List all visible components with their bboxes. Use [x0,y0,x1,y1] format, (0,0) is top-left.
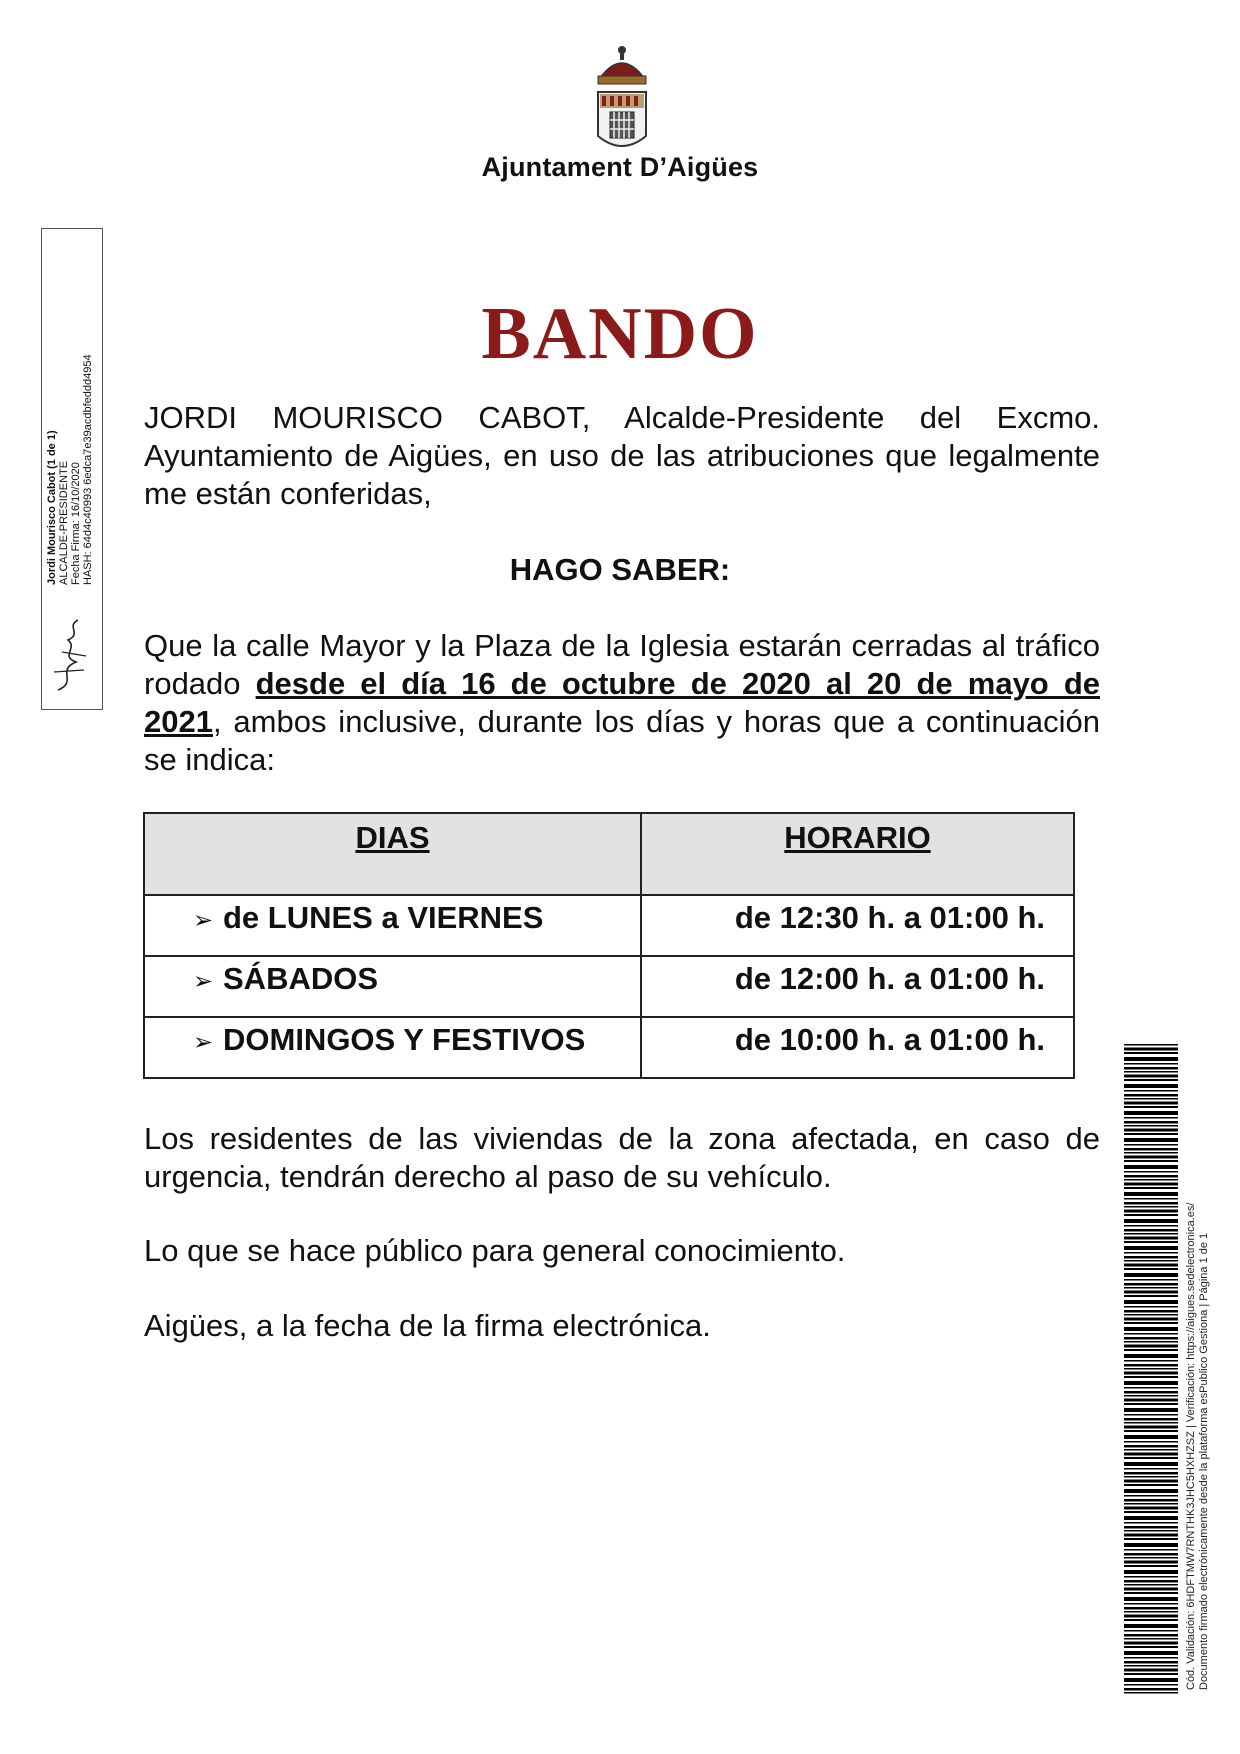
closure-text-start: Que la calle Mayor y la Plaza de la Iglesia estarán cerradas al tráfico rodado [144,628,1100,701]
verification-platform-line: Documento firmado electrónicamente desde la plataforma esPublico Gestiona | Página 1 de 1 [1198,1232,1210,1690]
verification-code-line: Cód. Validación: 6HDFTMW7RNTHK3JHC5HXHZSZ | Verificación: https://aigues.sedelectronica.es/ [1185,1202,1197,1690]
residents-paragraph: Los residentes de las viviendas de la zona afectada, en caso de urgencia, tendrán derecho al paso de su vehículo. [144,1121,1100,1194]
days-label: de LUNES a VIERNES [223,900,544,935]
days-cell [144,956,641,1017]
signature-hash: HASH: 64d4c40993 6edca7e39acdbfeddd4954 [82,354,94,585]
hours-cell: de 12:30 h. a 01:00 h. [641,895,1074,956]
hours-cell: de 10:00 h. a 01:00 h. [641,1017,1074,1078]
arrow-bullet-icon: ➢ [193,907,214,934]
days-cell [144,1017,641,1078]
arrow-bullet-icon: ➢ [193,1029,214,1056]
signer-name: Jordi Mourisco Cabot (1 de 1) [46,430,58,585]
verification-barcode [1124,1044,1178,1694]
coat-of-arms-logo [592,44,652,156]
hours-header: HORARIO [641,813,1074,895]
municipality-name: Ajuntament D’Aigües [481,152,759,182]
announcement-heading: HAGO SABER: [509,552,731,587]
closure-text-end: , ambos inclusive, durante los días y horas que a continuación se indica: [144,704,1100,777]
closure-period: desde el día 16 de octubre de 2020 al 20 de mayo de 2021 [144,666,1100,739]
signer-role: ALCALDE-PRESIDENTE [58,460,70,585]
intro-paragraph: JORDI MOURISCO CABOT, Alcalde-Presidente del Excmo. Ayuntamiento de Aigües, en uso de las atribuciones que legalmente me están conferidas, [144,400,1100,511]
document-title: BANDO [481,293,759,375]
days-label: SÁBADOS [223,961,379,996]
days-cell [144,895,641,956]
schedule-row [144,895,1074,956]
schedule-row [144,1017,1074,1078]
schedule-header-row [144,813,1074,895]
closure-paragraph [144,627,1100,779]
verification-text [1185,1203,1211,1690]
days-label: DOMINGOS Y FESTIVOS [223,1022,586,1057]
handwritten-signature [48,612,92,698]
arrow-bullet-icon: ➢ [193,968,214,995]
public-notice-paragraph: Lo que se hace público para general conocimiento. [144,1233,846,1268]
signature-date: Fecha Firma: 16/10/2020 [70,462,82,585]
schedule-row [144,956,1074,1017]
hours-cell: de 12:00 h. a 01:00 h. [641,956,1074,1017]
date-line: Aigües, a la fecha de la firma electrónica. [144,1308,711,1343]
signature-stamp-text [46,354,94,585]
schedule-table [143,812,1075,1079]
days-header: DIAS [144,813,641,895]
